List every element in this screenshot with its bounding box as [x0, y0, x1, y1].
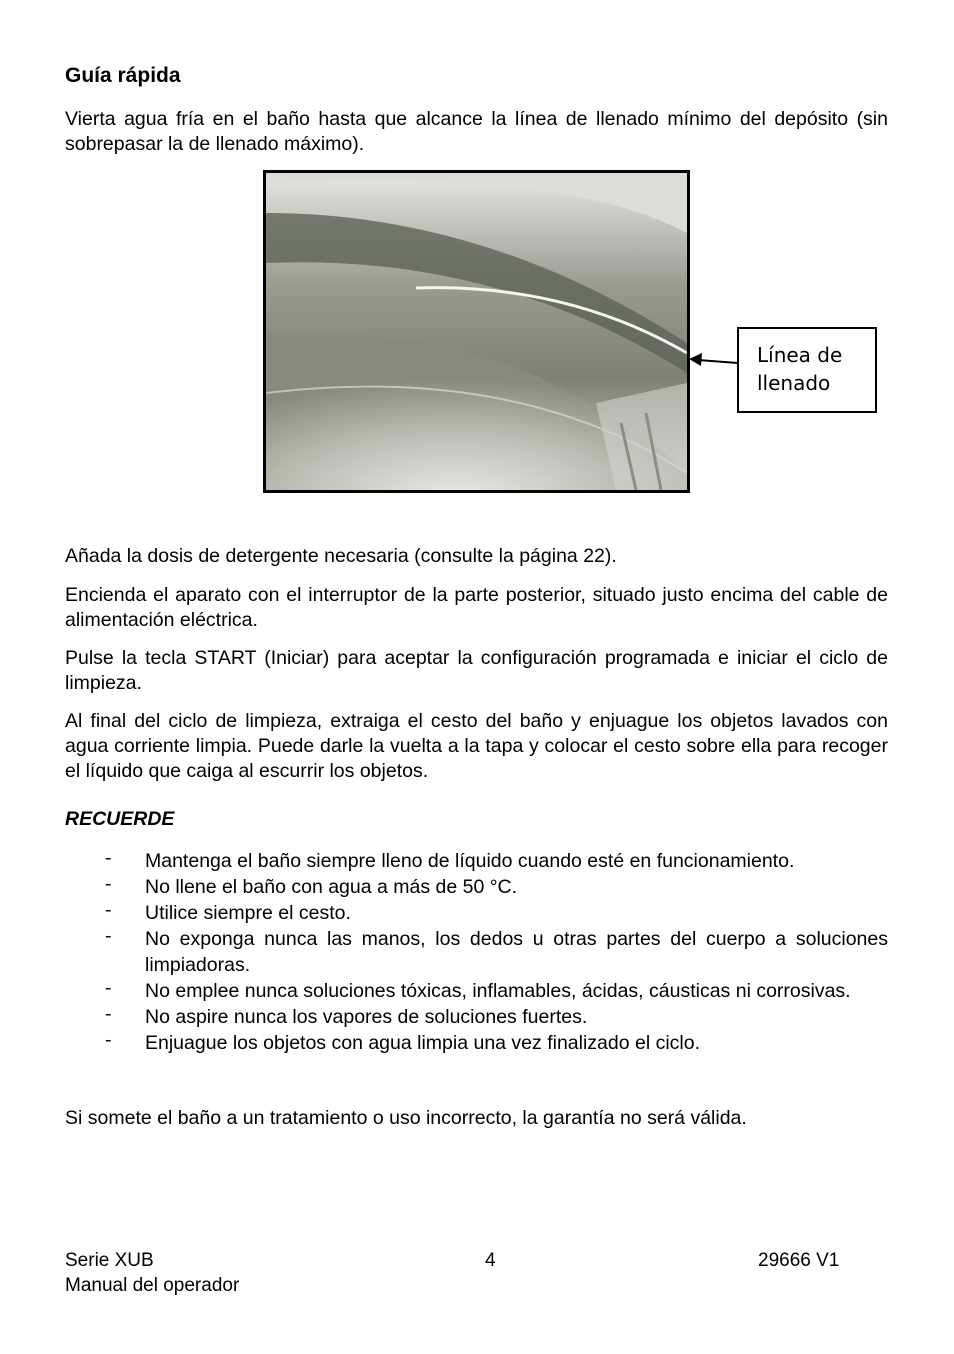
footer-left: [65, 1248, 239, 1298]
dash-bullet: -: [105, 1003, 112, 1025]
footer-manual: Manual del operador: [65, 1275, 240, 1296]
list-item: - No emplee nunca soluciones tóxicas, inflamables, ácidas, cáusticas ni corrosivas.: [105, 977, 851, 1002]
callout-label-line2: llenado: [757, 371, 831, 395]
list-item: - No aspire nunca los vapores de soluciones fuertes.: [105, 1003, 588, 1028]
step-paragraph: Encienda el aparato con el interruptor de la parte posterior, situado justo encima del cable de alimentación eléctrica.: [65, 584, 888, 631]
list-item: - Enjuague los objetos con agua limpia una vez finalizado el ciclo.: [105, 1029, 701, 1054]
step-paragraph: Pulse la tecla START (Iniciar) para aceptar la configuración programada e iniciar el ciclo de limpieza.: [65, 647, 888, 694]
step-paragraph: Al final del ciclo de limpieza, extraiga el cesto del baño y enjuague los objetos lavados con agua corriente limpia. Puede darle la vuelta a la tapa y colocar el cesto sobre ella para recoger el líquido que caiga al escurrir los objetos.: [65, 710, 888, 782]
intro-paragraph: Vierta agua fría en el baño hasta que alcance la línea de llenado mínimo del depósito (sin sobrepasar la de llenado máximo).: [65, 108, 888, 155]
list-item: - Utilice siempre el cesto.: [105, 899, 351, 924]
fill-line-callout: [737, 327, 877, 413]
footer-series: Serie XUB: [65, 1250, 154, 1271]
warranty-note: Si somete el baño a un tratamiento o uso incorrecto, la garantía no será válida.: [65, 1107, 747, 1129]
page-title: Guía rápida: [65, 64, 181, 87]
dash-bullet: -: [105, 847, 112, 869]
dash-bullet: -: [105, 899, 112, 921]
dash-bullet: -: [105, 873, 112, 895]
step-paragraph: Añada la dosis de detergente necesaria (consulte la página 22).: [65, 545, 617, 567]
arrow-left-icon: [688, 350, 740, 372]
document-code: 29666 V1: [758, 1250, 840, 1271]
tank-fill-line-photo: [263, 170, 690, 493]
page-number: 4: [485, 1250, 496, 1271]
callout-label-line1: Línea de: [757, 343, 843, 367]
remember-heading: RECUERDE: [65, 808, 175, 830]
list-item: - No exponga nunca las manos, los dedos u otras partes del cuerpo a soluciones limpiadoras.: [105, 925, 888, 976]
list-item: - Mantenga el baño siempre lleno de líquido cuando esté en funcionamiento.: [105, 847, 795, 872]
dash-bullet: -: [105, 977, 112, 999]
dash-bullet: -: [105, 1029, 112, 1051]
remember-list: [105, 848, 888, 1056]
list-item: - No llene el baño con agua a más de 50 °C.: [105, 873, 518, 898]
dash-bullet: -: [105, 925, 112, 947]
